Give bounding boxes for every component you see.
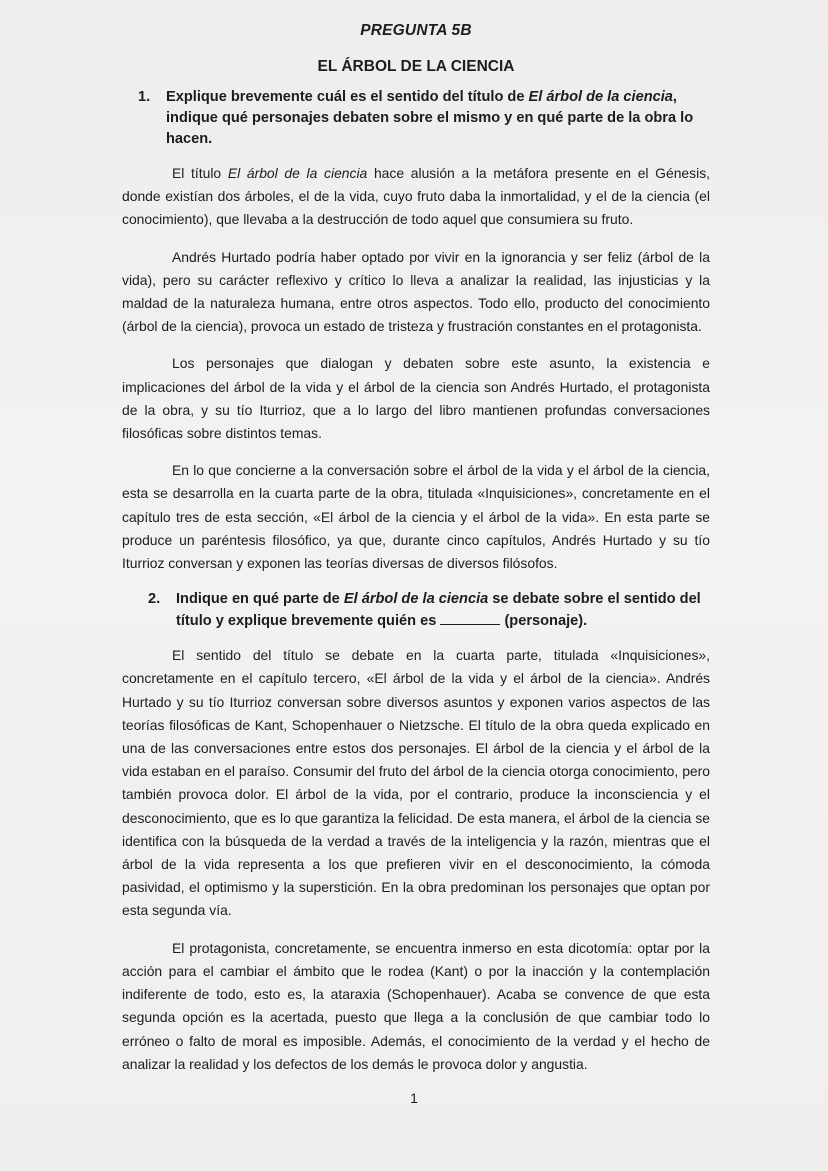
question-2 [148,589,710,632]
answer-1-paragraph-1 [122,162,710,232]
question-1 [138,87,710,150]
answer-1-paragraph-1-rest: hace alusión a la metáfora presente en el Génesis, donde existían dos árboles, el de la vida, cuyo fruto daba la inmortalidad, y el de la ciencia (el conocimiento), que llevaba a la destrucción de todo aquel que consumiera su fruto. [122,165,710,228]
question-1-text-end: , indique qué personajes debaten sobre el mismo y en qué parte de la obra lo hacen. [166,89,694,147]
question-header: PREGUNTA 5B [360,22,472,39]
answer-1-paragraph-2: Andrés Hurtado podría haber optado por vivir en la ignorancia y ser feliz (árbol de la vida), pero su carácter reflexivo y crítico lo lleva a analizar la realidad, las injusticias y la maldad de la naturaleza humana, entre otros aspectos. Todo ello, producto del conocimiento (árbol de la ciencia), provoca un estado de tristeza y frustración constantes en el protagonista. [122,248,710,335]
answer-1-paragraph-1-lead: El título [172,165,228,181]
question-2-text-middle: se debate sobre el sentido del título y explique brevemente quién es [176,591,701,630]
question-2-blank [440,610,500,625]
answer-1-paragraph-3: Los personajes que dialogan y debaten sobre este asunto, la existencia e implicaciones del árbol de la vida y el árbol de la ciencia son Andrés Hurtado, el protagonista de la obra, y su tío Iturrioz, que a lo largo del libro mantienen profundas conversaciones filosóficas sobre distintos temas. [122,355,710,442]
question-2-text-start: Indique en qué parte de [176,591,344,608]
answer-1-paragraph-4: En lo que concierne a la conversación sobre el árbol de la vida y el árbol de la ciencia, esta se desarrolla en la cuarta parte de la obra, titulada «Inquisiciones», concretamente en el capítulo tres de esta sección, «El árbol de la ciencia y el árbol de la vida». En esta parte se produce un paréntesis filosófico, ya que, durante cinco capítulos, Andrés Hurtado y su tío Iturrioz conversan y exponen las teorías diversas de diversos filósofos. [122,462,710,572]
question-2-text-end: (personaje). [500,613,588,630]
question-2-text [176,589,710,632]
question-1-number: 1. [138,89,151,105]
answer-2-paragraph-1: El sentido del título se debate en la cuarta parte, titulada «Inquisiciones», concretamente en el capítulo tercero, «El árbol de la vida y el árbol de la ciencia». Andrés Hurtado y su tío Iturrioz conversan sobre diversos asuntos y exponen varios aspectos de las teorías filosóficas de Kant, Schopenhauer o Nietzsche. El título de la obra queda explicado en una de las conversaciones entre estos dos personajes. El árbol de la ciencia y el árbol de la vida estaban en el paraíso. Consumir del fruto del árbol de la ciencia otorga conocimiento, pero también provoca dolor. El árbol de la vida, por el contrario, produce la inconsciencia y el desconocimiento, que es lo que garantiza la felicidad. De esta manera, el árbol de la ciencia se identifica con la búsqueda de la verdad a través de la inteligencia y la razón, mientras que el árbol de la vida representa a los que prefieren vivir en el desconocimiento, la cómoda pasividad, el optimismo y la superstición. En la obra predominan los personajes que optan por esta segunda vía. [122,647,710,919]
page-number: 1 [410,1090,418,1106]
question-2-book-title: El árbol de la ciencia [343,591,489,608]
answer-1-paragraph-1-book-title: El árbol de la ciencia [227,165,368,181]
question-1-text [166,87,710,150]
question-2-number: 2. [148,591,161,608]
document-title: EL ÁRBOL DE LA CIENCIA [317,58,515,75]
question-1-book-title: El árbol de la ciencia [528,89,673,105]
question-1-text-start: Explique brevemente cuál es el sentido del título de [166,89,529,105]
answer-2-paragraph-2: El protagonista, concretamente, se encuentra inmerso en esta dicotomía: optar por la acción para el cambiar el ámbito que le rodea (Kant) o por la inacción y la contemplación indiferente de todo, esto es, la ataraxia (Schopenhauer). Acaba se convence de que esta segunda opción es la acertada, puesto que llega a la conclusión de que cambiar todo lo erróneo o falto de moral es imposible. Además, el conocimiento de la verdad y el hecho de analizar la realidad y los defectos de los demás le provoca dolor y angustia. [122,939,710,1072]
